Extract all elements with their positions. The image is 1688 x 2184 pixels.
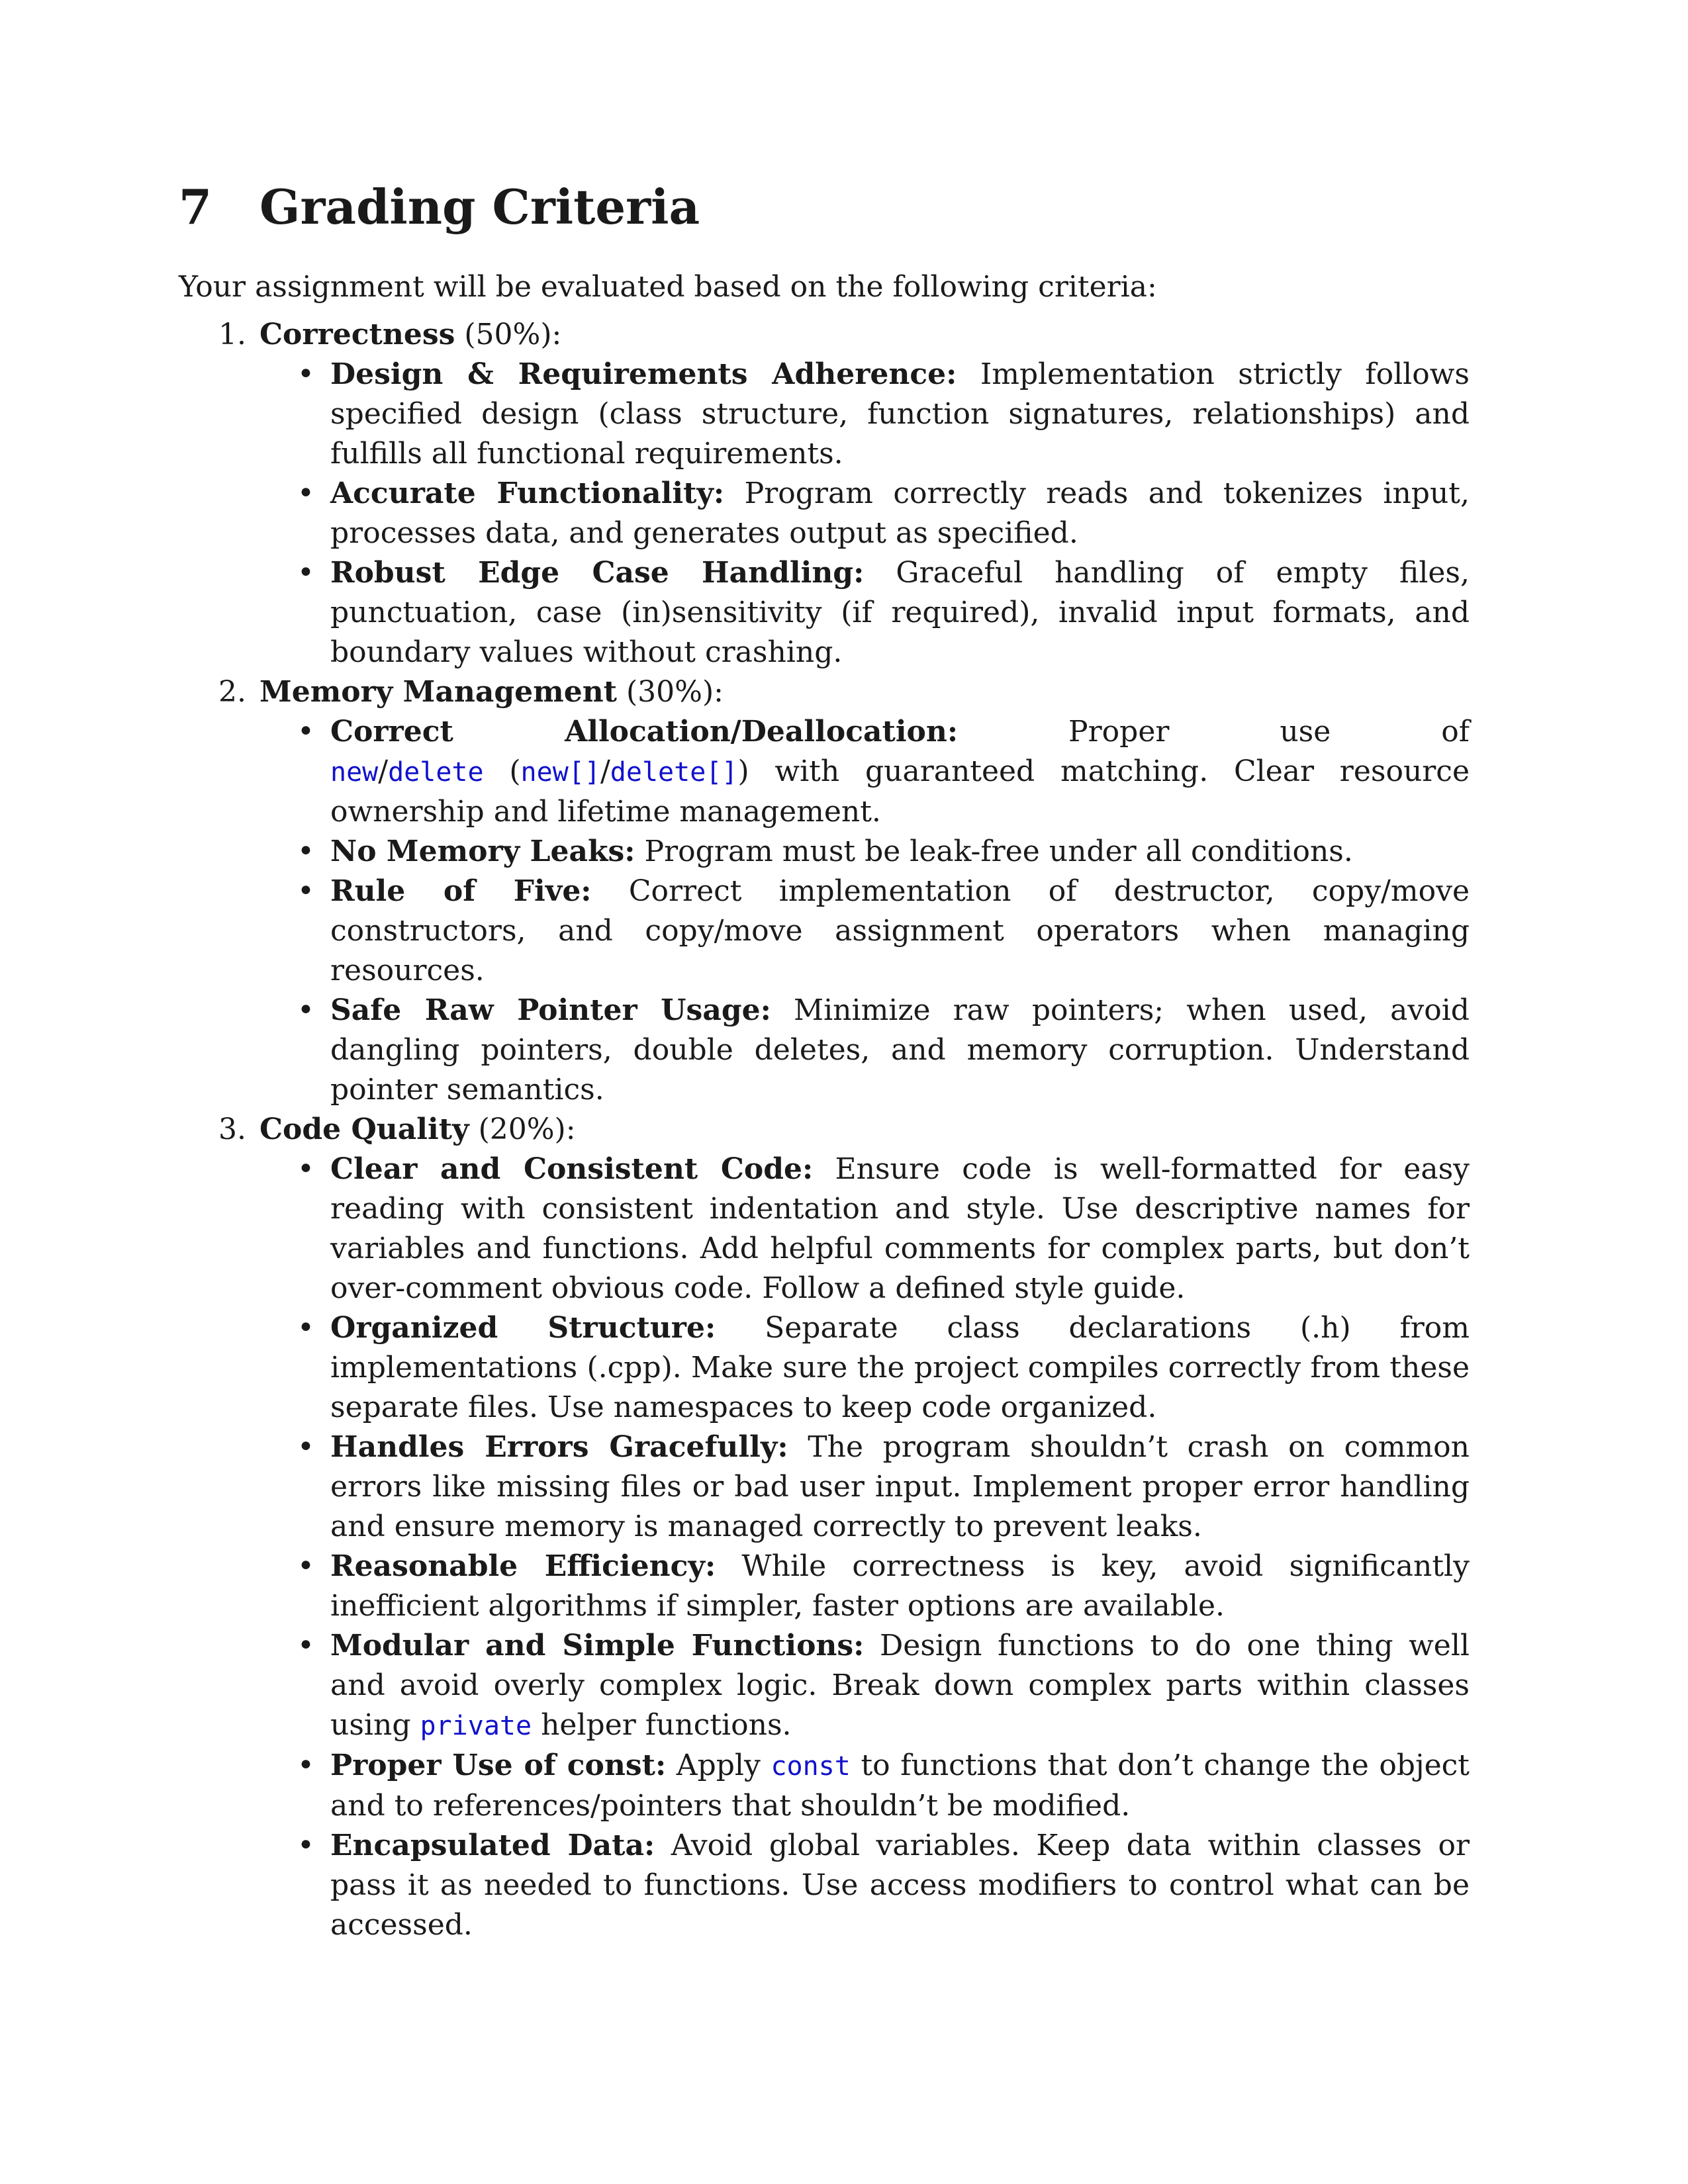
criterion-correctness [179,315,1470,672]
code-separator: / [378,754,389,789]
bullet-label: Accurate Functionality: [330,477,725,511]
bullet-label: Safe Raw Pointer Usage: [330,993,771,1028]
criterion-heading [259,1110,1470,1150]
criterion-number: 3. [218,1113,246,1147]
paren-close: ) [737,754,749,789]
bullet-icon: • [297,874,314,909]
bullet-icon: • [297,993,314,1028]
bullet-icon: • [297,477,314,511]
bullet-label: Reasonable Efficiency: [330,1549,716,1584]
bullet-item [259,991,1470,1110]
criterion-bullets [259,712,1470,1110]
bullet-item [259,872,1470,991]
code-delete: delete [388,757,484,788]
criterion-heading [259,315,1470,355]
bullet-icon: • [297,835,314,869]
bullet-post-text: helper functions. [541,1708,792,1743]
paren-open: ( [509,754,521,789]
bullet-label: Rule of Five: [330,874,592,909]
code-new: new [330,757,379,788]
bullet-label: Encapsulated Data: [330,1829,655,1863]
code-delete-array: delete[] [610,757,738,788]
criterion-weight: (50%): [464,318,562,352]
bullet-text: Implementation strictly follows specified design (class structure, function signatures, relationships) and fulfills all functional requirements. [330,357,1470,471]
section-number: 7 [179,179,212,235]
bullet-text: to functions that don’t change the object and to references/pointers that shouldn’t be modified. [330,1749,1470,1823]
bullet-text: Ensure code is well-formatted for easy reading with consistent indentation and style. Use descriptive names for variables and functions. Add helpful comments for complex parts, but don’t over-comment obvious code. Follow a defined style guide. [330,1152,1470,1306]
bullet-text: Avoid global variables. Keep data within classes or pass it as needed to functions. Use access modifiers to control what can be accessed. [330,1829,1470,1942]
code-group [330,754,749,788]
bullet-label: No Memory Leaks: [330,835,635,869]
section-heading [179,179,1470,236]
bullet-item [259,832,1470,872]
bullet-label: Design & Requirements Adherence: [330,357,957,392]
bullet-label: Correct Allocation/Deallocation: [330,715,959,749]
criterion-number: 1. [218,318,246,352]
criteria-list [179,315,1470,1945]
criterion-memory-management [179,672,1470,1110]
bullet-icon: • [297,1629,314,1663]
bullet-item [259,1746,1470,1826]
bullet-item [259,474,1470,553]
code-separator: / [600,754,610,789]
section-title: Grading Criteria [259,179,700,235]
bullet-text: Program must be leak-free under all conditions. [644,835,1353,869]
bullet-icon: • [297,1749,314,1783]
bullet-icon: • [297,357,314,392]
bullet-text: While correctness is key, avoid significantly inefficient algorithms if simpler, faster options are available. [330,1549,1470,1623]
bullet-item [259,712,1470,832]
criterion-heading [259,672,1470,712]
bullet-icon: • [297,1829,314,1863]
bullet-label: Clear and Consistent Code: [330,1152,814,1187]
bullet-item [259,1547,1470,1626]
bullet-text: The program shouldn’t crash on common errors like missing files or bad user input. Implement proper error handling and ensure memory is managed correctly to prevent leaks. [330,1430,1470,1544]
criterion-title: Code Quality [259,1113,469,1147]
criterion-code-quality [179,1110,1470,1945]
bullet-text: Design functions to do one thing well and avoid overly complex logic. Break down complex parts within classes using [330,1629,1470,1743]
bullet-item [259,1626,1470,1746]
bullet-text: Separate class declarations (.h) from implementations (.cpp). Make sure the project compiles correctly from these separate files. Use namespaces to keep code organized. [330,1311,1470,1425]
bullet-text: Program correctly reads and tokenizes input, processes data, and generates output as specified. [330,477,1470,551]
bullet-item [259,1150,1470,1308]
bullet-icon: • [297,1152,314,1187]
criterion-bullets [259,355,1470,672]
code-const: const [771,1751,851,1782]
code-private: private [420,1711,532,1742]
criterion-title: Memory Management [259,675,618,709]
criterion-bullets [259,1150,1470,1945]
bullet-label: Proper Use of const: [330,1749,667,1783]
bullet-label: Modular and Simple Functions: [330,1629,865,1663]
bullet-text: Minimize raw pointers; when used, avoid dangling pointers, double deletes, and memory corruption. Understand pointer semantics. [330,993,1470,1107]
bullet-item [259,355,1470,474]
bullet-text: Correct implementation of destructor, copy/move constructors, and copy/move assignment operators when managing resources. [330,874,1470,988]
bullet-pre-text: Proper use of [1068,715,1470,749]
bullet-item [259,1428,1470,1547]
bullet-text: with guaranteed matching. Clear resource ownership and lifetime management. [330,754,1470,829]
criterion-weight: (30%): [626,675,724,709]
bullet-label: Organized Structure: [330,1311,716,1345]
code-new-array: new[] [520,757,600,788]
criterion-number: 2. [218,675,246,709]
criterion-weight: (20%): [478,1113,576,1147]
bullet-label: Robust Edge Case Handling: [330,556,865,590]
bullet-item [259,1826,1470,1945]
bullet-icon: • [297,715,314,749]
criterion-title: Correctness [259,318,455,352]
bullet-pre-text: Apply [676,1749,761,1783]
bullet-text: Graceful handling of empty files, punctuation, case (in)sensitivity (if required), invalid input formats, and boundary values without crashing. [330,556,1470,670]
bullet-icon: • [297,1549,314,1584]
bullet-item [259,553,1470,672]
bullet-label: Handles Errors Gracefully: [330,1430,788,1465]
bullet-item [259,1308,1470,1428]
bullet-icon: • [297,1430,314,1465]
bullet-icon: • [297,1311,314,1345]
intro-paragraph: Your assignment will be evaluated based on the following criteria: [179,270,1157,304]
document-page [179,179,1470,1945]
bullet-icon: • [297,556,314,590]
